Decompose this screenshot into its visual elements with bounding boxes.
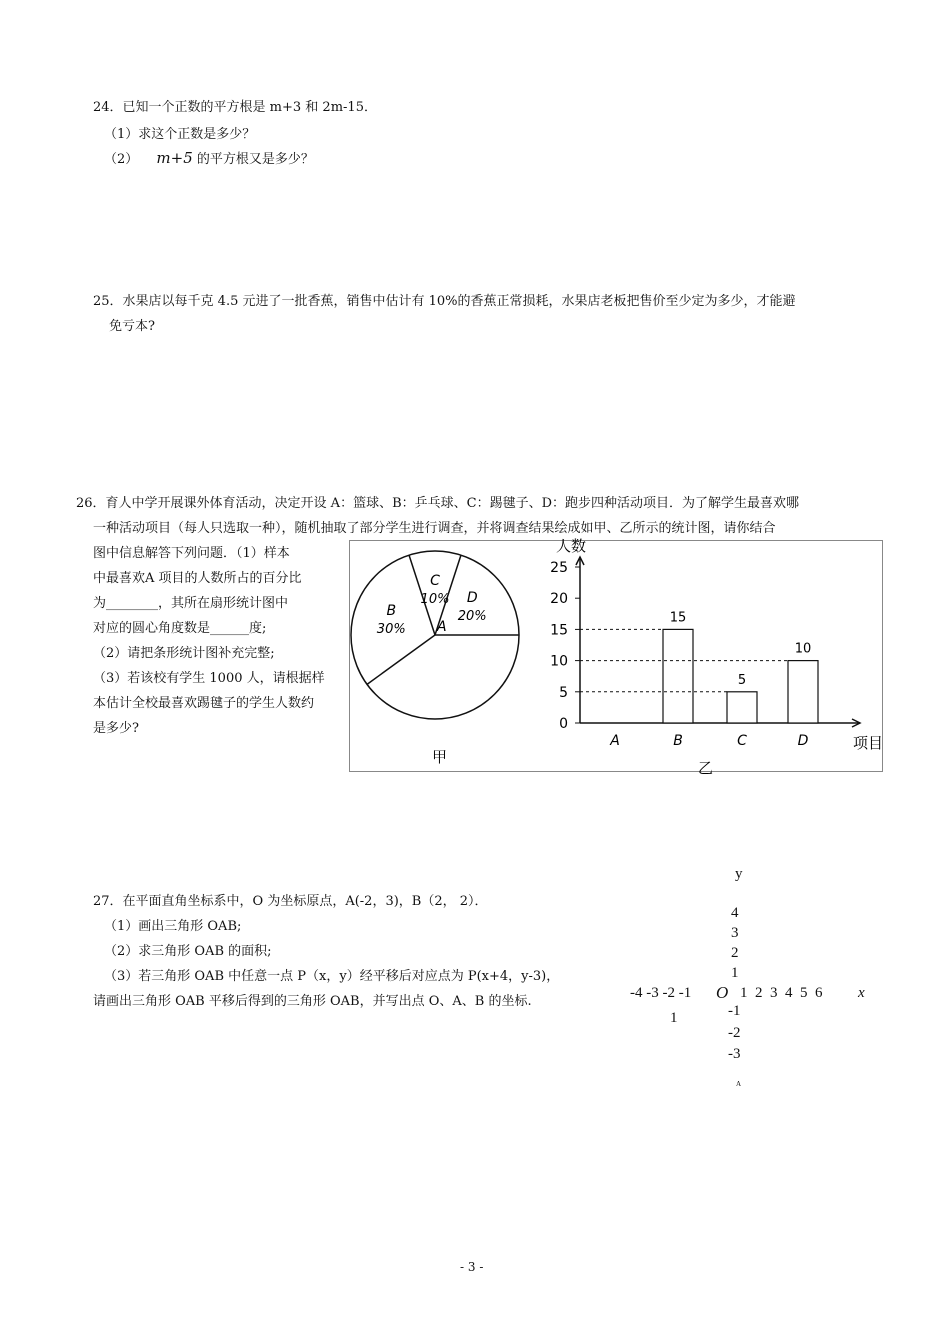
q27-part1: （1）画出三角形 OAB; [104, 919, 242, 934]
q25-line2: 免亏本? [109, 319, 155, 334]
bar-chart [520, 535, 900, 780]
q25-line1: 25．水果店以每千克 4.5 元进了一批香蕉，销售中估计有 10%的香蕉正常损耗，水果店老板把售价至少定为多少，才能避 [93, 294, 796, 309]
y-tick-label: 10 [550, 653, 568, 670]
x-pos-ticks: 1 2 3 4 5 6 [740, 985, 823, 1001]
x-neg-ticks: -4 -3 -2 -1 [630, 985, 692, 1001]
small-mark: A [736, 1080, 742, 1088]
q24-part1: （1）求这个正数是多少？ [104, 127, 256, 142]
bar [663, 629, 693, 723]
y-tick: -3 [728, 1046, 741, 1062]
pie-slice-label: C [430, 573, 440, 589]
q26-side-line: （2）请把条形统计图补充完整; [93, 646, 275, 661]
q26-side-line: 为________，其所在扇形统计图中 [93, 596, 289, 611]
q27-line1: 27．在平面直角坐标系中，O 为坐标原点，A(-2，3)，B（2， 2）． [93, 894, 488, 909]
y-tick: 1 [731, 965, 739, 981]
y-axis-label: y [735, 866, 743, 882]
y-axis-title: 人数 [556, 537, 587, 555]
x-tick-label: D [797, 733, 809, 749]
bar-data-label: 15 [669, 610, 687, 626]
q24-part2 [104, 148, 314, 167]
pie-slice-label: D [466, 589, 478, 606]
q26-side-line: 本估计全校最喜欢踢毽子的学生人数约 [93, 696, 315, 711]
q26-side-line: 中最喜欢A 项目的人数所占的百分比 [93, 571, 302, 586]
y-tick: 3 [731, 925, 739, 941]
q24-title: 24．已知一个正数的平方根是 m+3 和 2m-15． [93, 100, 377, 115]
x-axis-title: 项目 [853, 734, 884, 752]
y-tick: -1 [728, 1003, 741, 1019]
q24-part2-expression: m+5 [156, 149, 193, 167]
pie-slice-label: B [386, 602, 397, 619]
y-tick-label: 5 [559, 684, 568, 701]
pie-slice-boundary [367, 635, 435, 684]
x-tick-label: B [673, 733, 683, 749]
bar [727, 692, 757, 723]
q26-side-line: （3）若该校有学生 1000 人，请根据样 [93, 671, 325, 686]
pie-slice-value: 20% [457, 608, 487, 624]
pie-slice-value: 30% [376, 621, 406, 637]
pie-slice-label: A [437, 619, 447, 635]
y-tick-label: 0 [559, 716, 568, 732]
q26-line1: 26．育人中学开展课外体育活动，决定开设 A：篮球、B：乒乓球、C：踢毽子、D：跑步四种活动项目．为了解学生最喜欢哪 [76, 496, 799, 511]
q24-part2-text: 的平方根又是多少？ [196, 152, 314, 167]
bar-data-label: 10 [794, 641, 812, 657]
stray-tick: 1 [670, 1010, 678, 1026]
y-tick-label: 15 [550, 622, 568, 639]
q27-part4: 请画出三角形 OAB 平移后得到的三角形 OAB，并写出点 O、A、B 的坐标. [93, 994, 532, 1009]
q24-part2-number: （2） [104, 152, 139, 167]
q27-part2: （2）求三角形 OAB 的面积; [104, 944, 272, 959]
x-tick-label: C [737, 733, 747, 749]
page-number: - 3 - [460, 1260, 484, 1274]
x-axis-label: x [858, 985, 865, 1001]
q26-side-line: 图中信息解答下列问题．（1）样本 [93, 546, 290, 561]
y-tick: 4 [731, 905, 739, 921]
bar-data-label: 5 [737, 672, 747, 688]
y-tick: 2 [731, 945, 739, 961]
bar-caption: 乙 [698, 759, 714, 777]
q26-side-line: 对应的圆心角度数是______度; [93, 621, 267, 636]
q27-part3: （3）若三角形 OAB 中任意一点 P（x，y）经平移后对应点为 P(x+4，y-3)， [104, 969, 560, 984]
y-tick-label: 20 [550, 591, 568, 608]
q26-side-line: 是多少? [93, 721, 139, 736]
bar [788, 661, 818, 723]
y-tick-label: 25 [550, 560, 568, 576]
pie-caption: 甲 [432, 748, 448, 766]
x-tick-label: A [610, 733, 620, 749]
origin-label: O [716, 983, 729, 1002]
pie-chart [349, 540, 539, 770]
pie-slice-value: 10% [420, 592, 450, 607]
y-tick: -2 [728, 1025, 741, 1041]
q26-line2: 一种活动项目（每人只选取一种），随机抽取了部分学生进行调查，并将调查结果绘成如甲、乙所示的统计图，请你结合 [93, 521, 776, 536]
